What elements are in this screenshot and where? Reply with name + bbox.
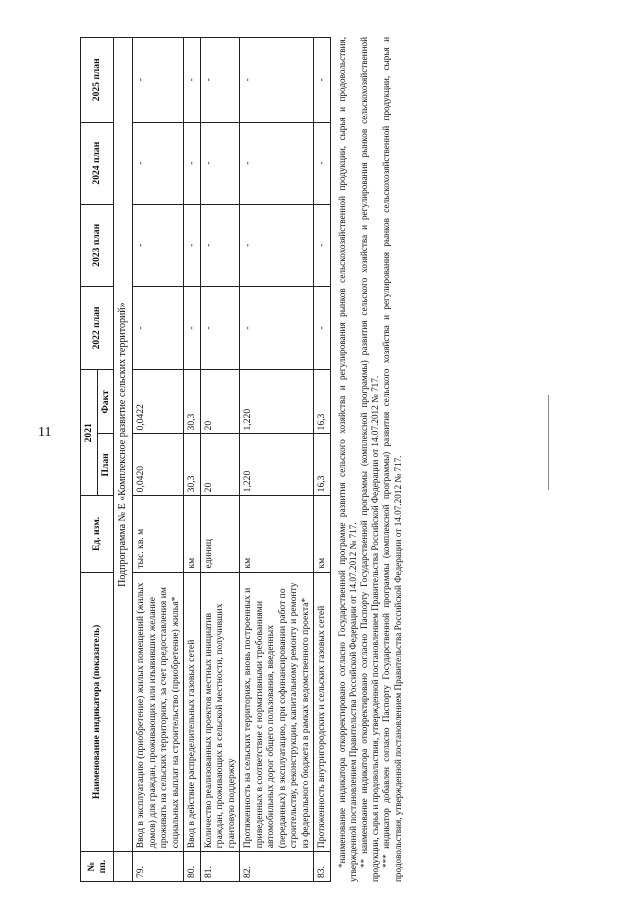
header-2022: 2022 план xyxy=(81,286,114,369)
row-plan: 16,3 xyxy=(314,434,331,496)
row-plan: 20 xyxy=(200,434,240,496)
table-row xyxy=(314,38,331,882)
row-2024: - xyxy=(184,122,201,204)
footnotes xyxy=(337,37,404,882)
row-2022: - xyxy=(200,286,240,369)
row-fact: 0,0422 xyxy=(133,370,184,434)
row-fact: 1,220 xyxy=(240,370,314,434)
row-num: 82. xyxy=(240,852,314,882)
row-name: Протяженность на сельских территориях, вновь построенных и приведенных в соответствие с нормативными требованиями автомобильных дорог общего пользования, введенных (переданных) в эксплуатацию, при софинансировании работ по строительству, реконструкции, капитальному ремонту и ремонту из федерального бюджета в рамках ведомственного проекта* xyxy=(240,572,314,852)
table-row xyxy=(184,38,201,882)
page-number: 11 xyxy=(38,425,52,440)
row-2022: - xyxy=(314,286,331,369)
rotated-page-content xyxy=(80,37,630,882)
table-row xyxy=(240,38,314,882)
footnote: ** наименование индикатора откорректировано согласно Паспорту Государственной программы (комплексной программы) развития сельского хозяйства и регулирования рынков сельскохозяйственной продукции, сырья и продовольствия, утвержденной постановлением Правительства Российской Федерации от 14.07.2012 № 717. xyxy=(358,37,381,882)
row-2024: - xyxy=(133,122,184,204)
row-2025: - xyxy=(240,38,314,123)
row-unit: единиц xyxy=(200,496,240,572)
header-name: Наименование индикатора (показатель) xyxy=(81,572,114,852)
empty-cell xyxy=(114,852,133,882)
row-plan: 1,220 xyxy=(240,434,314,496)
subprogram-title: Подпрограмма № Е «Комплексное развитие сельских территорий» xyxy=(114,38,133,852)
row-name: Протяженность внутригородских и сельских газовых сетей xyxy=(314,572,331,852)
row-2022: - xyxy=(240,286,314,369)
row-2023: - xyxy=(240,204,314,286)
row-2025: - xyxy=(200,38,240,123)
row-2023: - xyxy=(200,204,240,286)
row-num: 81. xyxy=(200,852,240,882)
row-2024: - xyxy=(314,122,331,204)
footnote: *наименование индикатора откорректировано согласно Государственной программе развития сельского хозяйства и регулирования рынков сельскохозяйственной продукции, сырья и продовольствия, утвержденной постановлением Правительства Российской Федерации от 14.07.2012 № 717. xyxy=(336,37,358,882)
row-name: Ввод в эксплуатацию (приобретение) жилых помещений (жилых домов) для граждан, проживающих или изъявивших желание проживать на сельских территориях, за счет предоставления им социальных выплат на строительство (приобретение) жилья* xyxy=(133,572,184,852)
header-2023: 2023 план xyxy=(81,204,114,286)
indicators-table xyxy=(80,37,331,882)
header-unit: Ед. изм. xyxy=(81,496,114,572)
row-num: 83. xyxy=(314,852,331,882)
row-2023: - xyxy=(314,204,331,286)
row-num: 79. xyxy=(133,852,184,882)
header-fact: Факт xyxy=(97,370,114,434)
footnote: *** индикатор добавлен согласно Паспорту Государственной программы (комплексной программы) развития сельского хозяйства и регулирования рынков сельскохозяйственной продукции, сырья и продовольствия, утвержденной постановлением Правительства Российской Федерации от 14.07.2012 № 717. xyxy=(381,37,403,882)
row-2025: - xyxy=(184,38,201,123)
header-2024: 2024 план xyxy=(81,122,114,204)
row-fact: 16,3 xyxy=(314,370,331,434)
row-2025: - xyxy=(314,38,331,123)
header-2025: 2025 план xyxy=(81,38,114,123)
header-num: № пп. xyxy=(81,852,114,882)
row-2023: - xyxy=(133,204,184,286)
table-row xyxy=(200,38,240,882)
row-unit: км xyxy=(184,496,201,572)
row-fact: 30,3 xyxy=(184,370,201,434)
row-num: 80. xyxy=(184,852,201,882)
row-unit: км xyxy=(314,496,331,572)
row-2022: - xyxy=(184,286,201,369)
header-2021: 2021 xyxy=(81,370,98,496)
row-plan: 30,3 xyxy=(184,434,201,496)
row-unit: тыс. кв. м xyxy=(133,496,184,572)
row-name: Ввод в действие распределительных газовых сетей xyxy=(184,572,201,852)
row-name: Количество реализованных проектов местных инициатив граждан, проживающих в сельской местности, получивших грантовую поддержку xyxy=(200,572,240,852)
row-2023: - xyxy=(184,204,201,286)
row-unit: км xyxy=(240,496,314,572)
header-plan: План xyxy=(97,434,114,496)
row-2022: - xyxy=(133,286,184,369)
table-row xyxy=(133,38,184,882)
row-2024: - xyxy=(240,122,314,204)
row-2024: - xyxy=(200,122,240,204)
row-2025: - xyxy=(133,38,184,123)
row-fact: 20 xyxy=(200,370,240,434)
row-plan: 0,0420 xyxy=(133,434,184,496)
